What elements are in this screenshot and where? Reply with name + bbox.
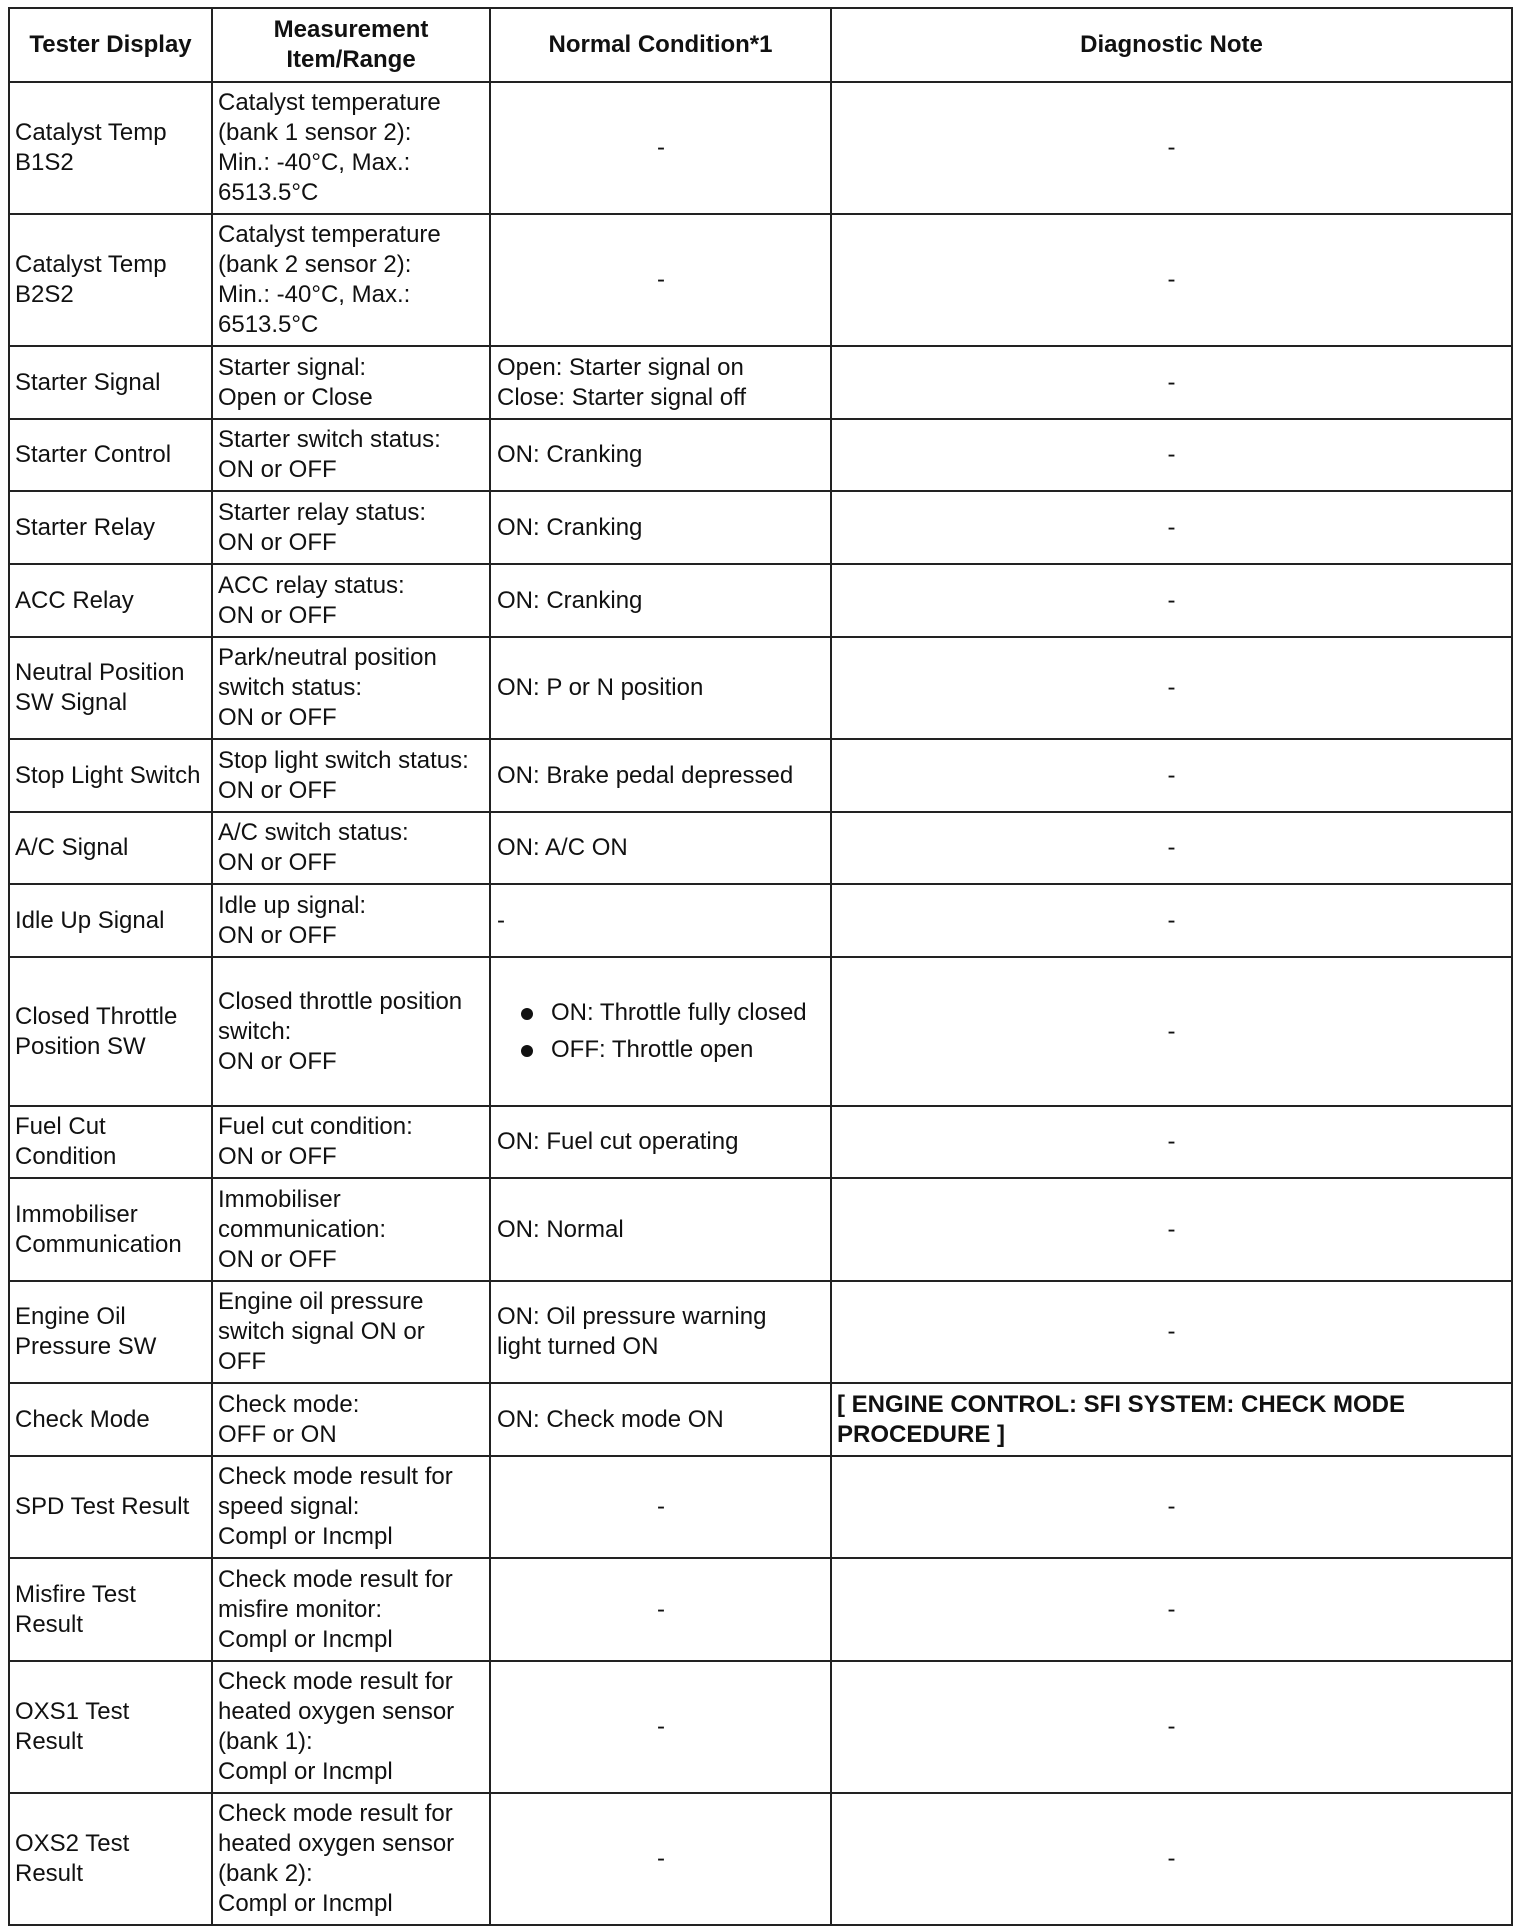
cell-diagnostic-note: - (831, 1661, 1512, 1793)
table-row (9, 1281, 1512, 1383)
cell-diagnostic-note: - (831, 812, 1512, 884)
cell-measurement: Engine oil pressure switch signal ON or OFF (212, 1281, 490, 1383)
cell-measurement: Starter relay status: ON or OFF (212, 491, 490, 564)
cell-tester-display: Starter Control (9, 419, 212, 491)
cell-measurement: Check mode result for heated oxygen sensor (bank 2): Compl or Incmpl (212, 1793, 490, 1925)
table-row (9, 1661, 1512, 1793)
cell-normal-condition: ON: Oil pressure warning light turned ON (490, 1281, 831, 1383)
table-row (9, 1793, 1512, 1925)
cell-measurement: A/C switch status: ON or OFF (212, 812, 490, 884)
bullet-icon (521, 1008, 533, 1020)
cell-diagnostic-note: - (831, 957, 1512, 1106)
cell-measurement: Check mode result for speed signal: Compl or Incmpl (212, 1456, 490, 1558)
cell-measurement: Catalyst temperature (bank 1 sensor 2): Min.: -40°C, Max.: 6513.5°C (212, 82, 490, 214)
cell-measurement: Closed throttle position switch: ON or OFF (212, 957, 490, 1106)
list-item (517, 1035, 825, 1065)
cell-diagnostic-note: - (831, 1558, 1512, 1661)
table-row (9, 1456, 1512, 1558)
cell-diagnostic-note: - (831, 1178, 1512, 1281)
normal-condition-list (497, 998, 825, 1065)
cell-normal-condition: ON: A/C ON (490, 812, 831, 884)
cell-normal-condition: ON: P or N position (490, 637, 831, 739)
header-tester-display: Tester Display (9, 8, 212, 82)
cell-tester-display: Misfire Test Result (9, 1558, 212, 1661)
table-row (9, 637, 1512, 739)
cell-diagnostic-note: - (831, 1106, 1512, 1178)
cell-tester-display: Idle Up Signal (9, 884, 212, 957)
cell-measurement: Fuel cut condition: ON or OFF (212, 1106, 490, 1178)
cell-diagnostic-note: - (831, 346, 1512, 419)
table-row (9, 346, 1512, 419)
cell-diagnostic-note: - (831, 1793, 1512, 1925)
cell-measurement: Park/neutral position switch status: ON or OFF (212, 637, 490, 739)
bullet-icon (521, 1045, 533, 1057)
table-row (9, 739, 1512, 812)
check-mode-procedure-link[interactable]: [ ENGINE CONTROL: SFI SYSTEM: CHECK MODE PROCEDURE ] (831, 1383, 1512, 1456)
cell-normal-condition: - (490, 1558, 831, 1661)
cell-diagnostic-note: - (831, 1456, 1512, 1558)
cell-normal-condition: ON: Brake pedal depressed (490, 739, 831, 812)
cell-normal-condition: Open: Starter signal on Close: Starter signal off (490, 346, 831, 419)
table-row (9, 214, 1512, 346)
cell-normal-condition: - (490, 1661, 831, 1793)
cell-normal-condition: - (490, 1793, 831, 1925)
table-row (9, 564, 1512, 637)
cell-tester-display: SPD Test Result (9, 1456, 212, 1558)
cell-measurement: Check mode result for heated oxygen sensor (bank 1): Compl or Incmpl (212, 1661, 490, 1793)
list-item (517, 998, 825, 1028)
cell-diagnostic-note: - (831, 739, 1512, 812)
cell-normal-condition: ON: Cranking (490, 564, 831, 637)
cell-measurement: Stop light switch status: ON or OFF (212, 739, 490, 812)
cell-diagnostic-note: - (831, 491, 1512, 564)
header-normal-condition: Normal Condition*1 (490, 8, 831, 82)
cell-tester-display: Fuel Cut Condition (9, 1106, 212, 1178)
header-diagnostic-note: Diagnostic Note (831, 8, 1512, 82)
cell-tester-display: Catalyst Temp B1S2 (9, 82, 212, 214)
cell-tester-display: Engine Oil Pressure SW (9, 1281, 212, 1383)
cell-measurement: Catalyst temperature (bank 2 sensor 2): Min.: -40°C, Max.: 6513.5°C (212, 214, 490, 346)
cell-measurement: Starter switch status: ON or OFF (212, 419, 490, 491)
cell-diagnostic-note: - (831, 214, 1512, 346)
data-list-table (8, 7, 1513, 1926)
header-measurement: Measurement Item/Range (212, 8, 490, 82)
cell-normal-condition: ON: Cranking (490, 491, 831, 564)
cell-normal-condition: - (490, 82, 831, 214)
cell-tester-display: Stop Light Switch (9, 739, 212, 812)
cell-normal-condition: ON: Check mode ON (490, 1383, 831, 1456)
cell-normal-condition: - (490, 214, 831, 346)
cell-tester-display: Starter Signal (9, 346, 212, 419)
table-row (9, 957, 1512, 1106)
cell-measurement: Idle up signal: ON or OFF (212, 884, 490, 957)
cell-tester-display: Check Mode (9, 1383, 212, 1456)
cell-normal-condition (490, 957, 831, 1106)
table-row (9, 1178, 1512, 1281)
list-item-text: ON: Throttle fully closed (551, 999, 807, 1026)
table-row (9, 419, 1512, 491)
table-row (9, 1383, 1512, 1456)
cell-measurement: Starter signal: Open or Close (212, 346, 490, 419)
cell-diagnostic-note: - (831, 82, 1512, 214)
cell-measurement: Check mode: OFF or ON (212, 1383, 490, 1456)
cell-diagnostic-note: - (831, 419, 1512, 491)
cell-tester-display: OXS1 Test Result (9, 1661, 212, 1793)
cell-diagnostic-note: - (831, 564, 1512, 637)
cell-normal-condition: ON: Fuel cut operating (490, 1106, 831, 1178)
table-row (9, 1106, 1512, 1178)
cell-measurement: Immobiliser communication: ON or OFF (212, 1178, 490, 1281)
table-row (9, 1558, 1512, 1661)
cell-normal-condition: - (490, 1456, 831, 1558)
cell-normal-condition: ON: Cranking (490, 419, 831, 491)
cell-tester-display: Neutral Position SW Signal (9, 637, 212, 739)
table-row (9, 812, 1512, 884)
cell-diagnostic-note: - (831, 884, 1512, 957)
cell-tester-display: Starter Relay (9, 491, 212, 564)
cell-diagnostic-note: - (831, 637, 1512, 739)
cell-measurement: ACC relay status: ON or OFF (212, 564, 490, 637)
cell-tester-display: A/C Signal (9, 812, 212, 884)
table-row (9, 884, 1512, 957)
cell-measurement: Check mode result for misfire monitor: Compl or Incmpl (212, 1558, 490, 1661)
cell-diagnostic-note: - (831, 1281, 1512, 1383)
cell-normal-condition: - (490, 884, 831, 957)
table-row (9, 491, 1512, 564)
table-header-row (9, 8, 1512, 82)
cell-normal-condition: ON: Normal (490, 1178, 831, 1281)
cell-tester-display: Immobiliser Communication (9, 1178, 212, 1281)
cell-tester-display: ACC Relay (9, 564, 212, 637)
cell-tester-display: Closed Throttle Position SW (9, 957, 212, 1106)
table-row (9, 82, 1512, 214)
cell-tester-display: OXS2 Test Result (9, 1793, 212, 1925)
list-item-text: OFF: Throttle open (551, 1036, 754, 1063)
cell-tester-display: Catalyst Temp B2S2 (9, 214, 212, 346)
